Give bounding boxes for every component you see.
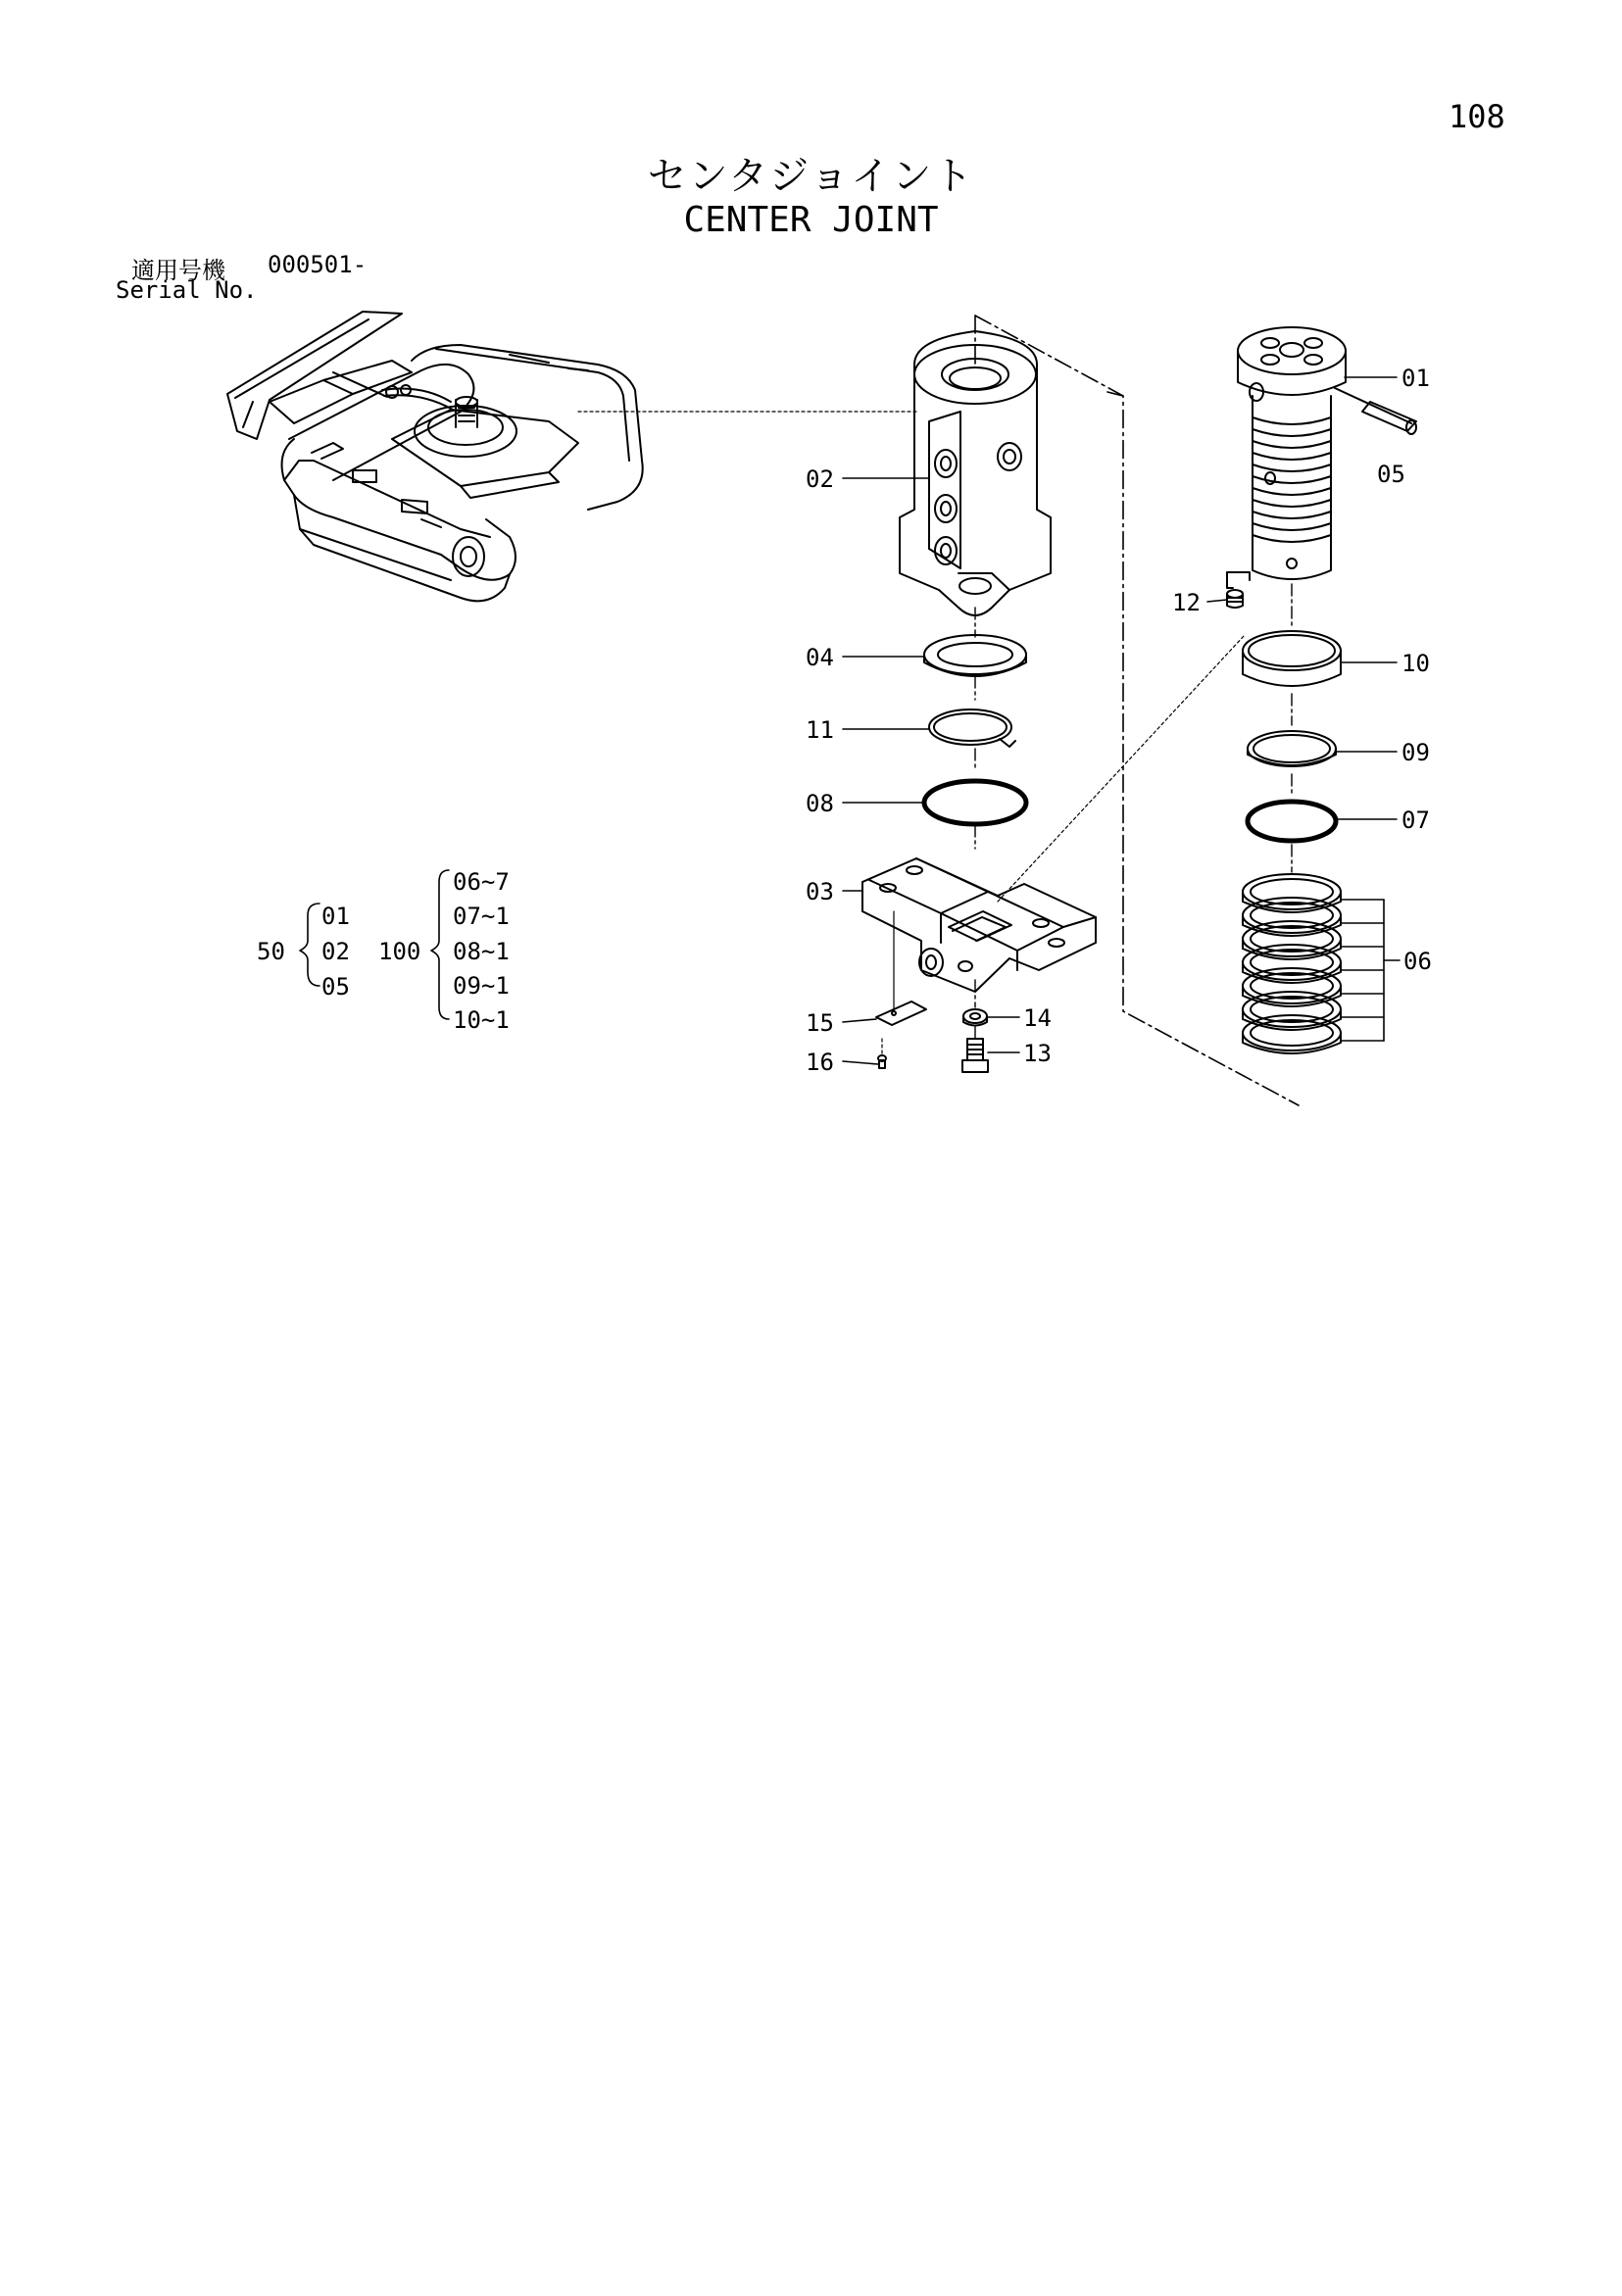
- callout-01: 01: [1401, 365, 1430, 392]
- title-english: CENTER JOINT: [683, 200, 939, 240]
- kit-100-label: 100: [378, 938, 421, 965]
- callout-03: 03: [806, 878, 834, 905]
- callout-16: 16: [806, 1049, 834, 1076]
- kit-50-item: 01: [321, 903, 350, 930]
- part-09-ring: [1248, 731, 1336, 766]
- kit-100-item: 07~1: [453, 903, 510, 930]
- callout-10: 10: [1401, 650, 1430, 677]
- part-15-plate: [876, 1001, 926, 1025]
- kit-100-item: 08~1: [453, 938, 510, 965]
- kit-100-item: 10~1: [453, 1006, 510, 1034]
- callout-05: 05: [1377, 461, 1405, 488]
- part-13-bolt: [962, 1039, 988, 1072]
- part-07-o-ring: [1248, 802, 1336, 841]
- kit-50-item: 05: [321, 973, 350, 1001]
- part-02-body: [900, 331, 1051, 615]
- callout-12: 12: [1172, 589, 1201, 616]
- callout-08: 08: [806, 790, 834, 817]
- callout-14: 14: [1023, 1004, 1052, 1032]
- part-03-cover: [862, 858, 1096, 992]
- machine-overview-illustration: [227, 312, 643, 601]
- callout-04: 04: [806, 644, 834, 671]
- kit-100-item: 09~1: [453, 972, 510, 1000]
- title-japanese: センタジョイント: [647, 154, 975, 199]
- part-04-ring: [924, 635, 1026, 676]
- callout-15: 15: [806, 1009, 834, 1037]
- serial-number: 000501-: [268, 251, 368, 278]
- part-05-pin: [1335, 388, 1416, 434]
- part-01-spindle: [1238, 327, 1346, 579]
- callout-09: 09: [1401, 739, 1430, 766]
- part-06-seal-stack: [1243, 874, 1341, 1053]
- part-12-plug: [1227, 572, 1250, 608]
- kit-100-item: 06~7: [453, 868, 510, 896]
- part-16-screw: [878, 1055, 886, 1068]
- part-08-o-ring: [924, 781, 1026, 824]
- callout-11: 11: [806, 716, 834, 744]
- applicability-label-jp: 適用号機: [131, 257, 225, 284]
- part-11-snap-ring: [929, 709, 1015, 747]
- callout-13: 13: [1023, 1040, 1052, 1067]
- callout-07: 07: [1401, 806, 1430, 834]
- callout-06: 06: [1403, 948, 1432, 975]
- applicability-label-en: Serial No.: [116, 276, 258, 304]
- page-number: 108: [1449, 98, 1505, 135]
- callout-02: 02: [806, 465, 834, 493]
- kit-50-label: 50: [257, 938, 285, 965]
- kit-50-item: 02: [321, 938, 350, 965]
- part-10-ring: [1243, 631, 1341, 686]
- part-14-washer: [963, 1009, 987, 1026]
